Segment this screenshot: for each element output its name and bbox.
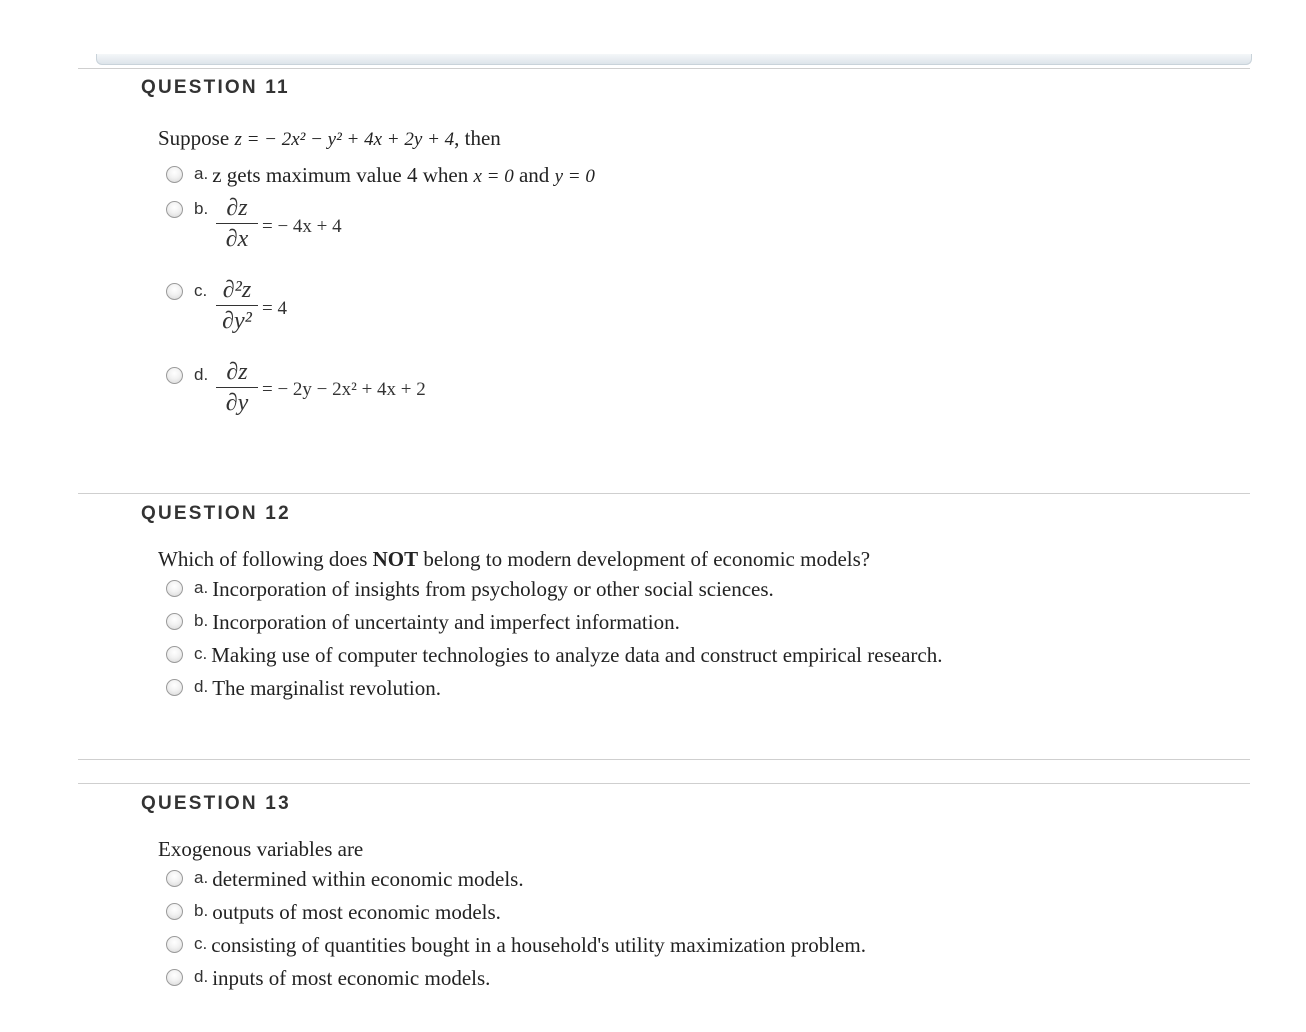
q12-option-c-text: Making use of computer technologies to analyze data and construct empirical research. (211, 643, 943, 667)
q11-option-d-fraction (216, 359, 258, 416)
q11-option-a-radio[interactable] (166, 166, 183, 183)
option-letter: a. (194, 578, 209, 597)
question-13-stem: Exogenous variables are (158, 837, 364, 861)
q11-option-c[interactable] (166, 280, 211, 302)
option-letter: d. (194, 677, 209, 696)
q12-option-c[interactable] (166, 643, 942, 667)
stem-emphasis: NOT (372, 547, 419, 571)
q12-option-b[interactable] (166, 610, 680, 634)
option-letter: c. (194, 934, 208, 953)
option-letter: b. (194, 199, 209, 218)
q12-option-d[interactable] (166, 676, 441, 700)
q13-option-d[interactable] (166, 966, 490, 990)
fraction-denominator: ∂x (225, 226, 249, 252)
option-letter: b. (194, 611, 209, 630)
fraction-denominator: ∂y (225, 390, 249, 416)
option-math-y: y = 0 (554, 166, 595, 187)
q11-option-a[interactable] (166, 163, 595, 189)
fraction-numerator: ∂z (226, 359, 248, 385)
q11-option-d-rhs: = − 2y − 2x² + 4x + 2 (262, 379, 426, 400)
q13-option-b-radio[interactable] (166, 903, 183, 920)
q11-option-a-text (212, 163, 595, 189)
option-math-x: x = 0 (473, 166, 514, 187)
divider (78, 68, 1250, 69)
question-11-title: QUESTION 11 (141, 77, 290, 98)
q13-option-d-radio[interactable] (166, 969, 183, 986)
q11-option-c-rhs: = 4 (262, 298, 287, 319)
q11-option-c-radio[interactable] (166, 283, 183, 300)
question-12-title: QUESTION 12 (141, 503, 291, 524)
q11-option-d[interactable] (166, 364, 212, 386)
stem-equation: z = − 2x² − y² + 4x + 2y + 4 (234, 129, 455, 150)
question-11-stem (158, 126, 501, 151)
q11-option-b-fraction (216, 195, 258, 252)
q13-option-c-text: consisting of quantities bought in a household's utility maximization problem. (211, 933, 866, 957)
q13-option-a-text: determined within economic models. (212, 867, 524, 891)
q13-option-b-text: outputs of most economic models. (212, 900, 501, 924)
option-letter: c. (194, 644, 208, 663)
q12-option-b-text: Incorporation of uncertainty and imperfect information. (212, 610, 680, 634)
divider (78, 759, 1250, 760)
q13-option-c[interactable] (166, 933, 866, 957)
q11-option-b-rhs: = − 4x + 4 (262, 216, 342, 237)
fraction-bar (216, 387, 258, 388)
q12-option-c-radio[interactable] (166, 646, 183, 663)
q11-option-b[interactable] (166, 198, 212, 220)
fraction-denominator: ∂y² (222, 308, 252, 334)
q12-option-d-radio[interactable] (166, 679, 183, 696)
divider (78, 783, 1250, 784)
q13-option-d-text: inputs of most economic models. (212, 966, 491, 990)
stem-prefix: Suppose (158, 126, 230, 150)
divider (78, 493, 1250, 494)
top-frame-edge (96, 54, 1252, 65)
fraction-bar (216, 305, 258, 306)
option-text-mid: and (518, 163, 550, 187)
q12-option-a[interactable] (166, 577, 774, 601)
option-letter: a. (194, 868, 209, 887)
q12-option-a-radio[interactable] (166, 580, 183, 597)
option-letter: c. (194, 281, 208, 300)
q13-option-a[interactable] (166, 867, 524, 891)
q11-option-d-radio[interactable] (166, 367, 183, 384)
question-12-stem (158, 547, 870, 572)
stem-text-post: belong to modern development of economic models? (423, 547, 871, 571)
q11-option-c-fraction (216, 277, 258, 334)
fraction-numerator: ∂z (226, 195, 248, 221)
option-letter: a. (194, 164, 209, 183)
q13-option-a-radio[interactable] (166, 870, 183, 887)
option-letter: b. (194, 901, 209, 920)
question-13-title: QUESTION 13 (141, 793, 291, 814)
fraction-bar (216, 223, 258, 224)
q12-option-b-radio[interactable] (166, 613, 183, 630)
q13-option-c-radio[interactable] (166, 936, 183, 953)
q12-option-a-text: Incorporation of insights from psychology or other social sciences. (212, 577, 774, 601)
option-text-pre: z gets maximum value 4 when (212, 163, 469, 187)
option-letter: d. (194, 967, 209, 986)
option-letter: d. (194, 365, 209, 384)
stem-suffix: , then (454, 126, 501, 150)
q13-option-b[interactable] (166, 900, 501, 924)
q12-option-d-text: The marginalist revolution. (212, 676, 442, 700)
q11-option-b-radio[interactable] (166, 201, 183, 218)
fraction-numerator: ∂²z (222, 277, 252, 303)
stem-text-pre: Which of following does (158, 547, 368, 571)
